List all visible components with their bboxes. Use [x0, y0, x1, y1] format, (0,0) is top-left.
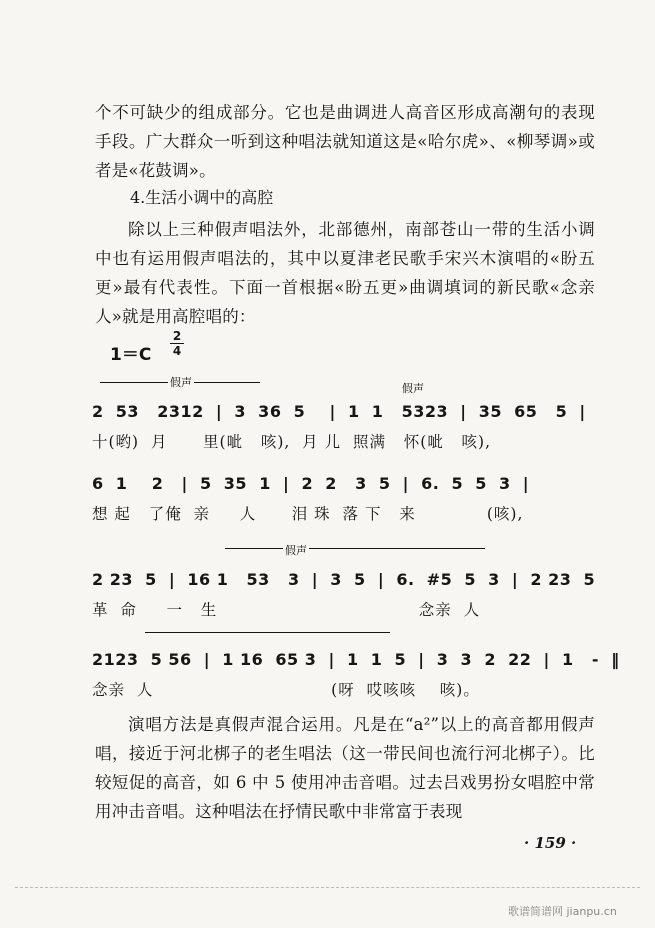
score-notes-line: 2 53 2312 | 3 36 5 | 1 1 5323 | 35 65 5 |: [92, 402, 586, 421]
time-signature-top: 2: [172, 329, 182, 343]
paragraph-intro: 个不可缺少的组成部分。它也是曲调进人高音区形成高潮句的表现手段。广大群众一听到这种唱法就知道这是«哈尔虎»、«柳琴调»或者是«花鼓调»。: [95, 103, 595, 180]
score-notes-line: 2 23 5 | 16 1 53 3 | 3 5 | 6. #5 5 3 | 2 23 5: [92, 570, 596, 589]
section-heading: 4.生活小调中的高腔: [130, 188, 274, 207]
falsetto-label: 假声: [402, 382, 424, 395]
phrase-bracket-line: [145, 632, 390, 633]
falsetto-bracket-line: [225, 548, 485, 549]
score-lyrics-line: 革 命 一 生 念亲 人: [92, 601, 481, 619]
falsetto-label: 假声: [285, 544, 307, 557]
time-signature: [170, 330, 184, 357]
page-bottom-rule: [15, 887, 640, 888]
paragraph-description: 除以上三种假声唱法外，北部德州，南部苍山一带的生活小调中也有运用假声唱法的，其中以夏津老民歌手宋兴木演唱的«盼五更»最有代表性。下面一首根据«盼五更»曲调填词的新民歌«念亲人»就是用高腔唱的：: [95, 220, 595, 326]
score-lyrics-line: 念亲 人 (呀 哎咳咳 咳)。: [92, 681, 480, 699]
score-notes-line: 2123 5 56 | 1 16 65 3 | 1 1 5 | 3 3 2 22 | 1 - ‖: [92, 650, 620, 669]
score-lyrics-line: 十(哟) 月 里(呲 咳), 月 儿 照满 怀(呲 咳),: [92, 433, 492, 451]
falsetto-label: 假声: [170, 376, 192, 389]
watermark-text: 歌谱简谱网 jianpu.cn: [508, 905, 617, 918]
paragraph-technique: 演唱方法是真假声混合运用。凡是在“a²”以上的高音都用假声唱，接近于河北梆子的老生唱法（这一带民间也流行河北梆子）。比较短促的高音，如 6 中 5 使用冲击音唱。过去吕戏男扮女唱腔中常用冲击音唱。这种唱法在抒情民歌中非常富于表现: [95, 715, 595, 821]
time-signature-bottom: 4: [172, 344, 182, 358]
key-signature: 1＝C: [110, 345, 152, 365]
score-lyrics-line: 想 起 了俺 亲 人 泪 珠 落 下 来 (咳),: [92, 505, 524, 523]
score-notes-line: 6 1 2 | 5 35 1 | 2 2 3 5 | 6. 5 5 3 |: [92, 474, 530, 493]
page-number: · 159 ·: [524, 834, 577, 852]
